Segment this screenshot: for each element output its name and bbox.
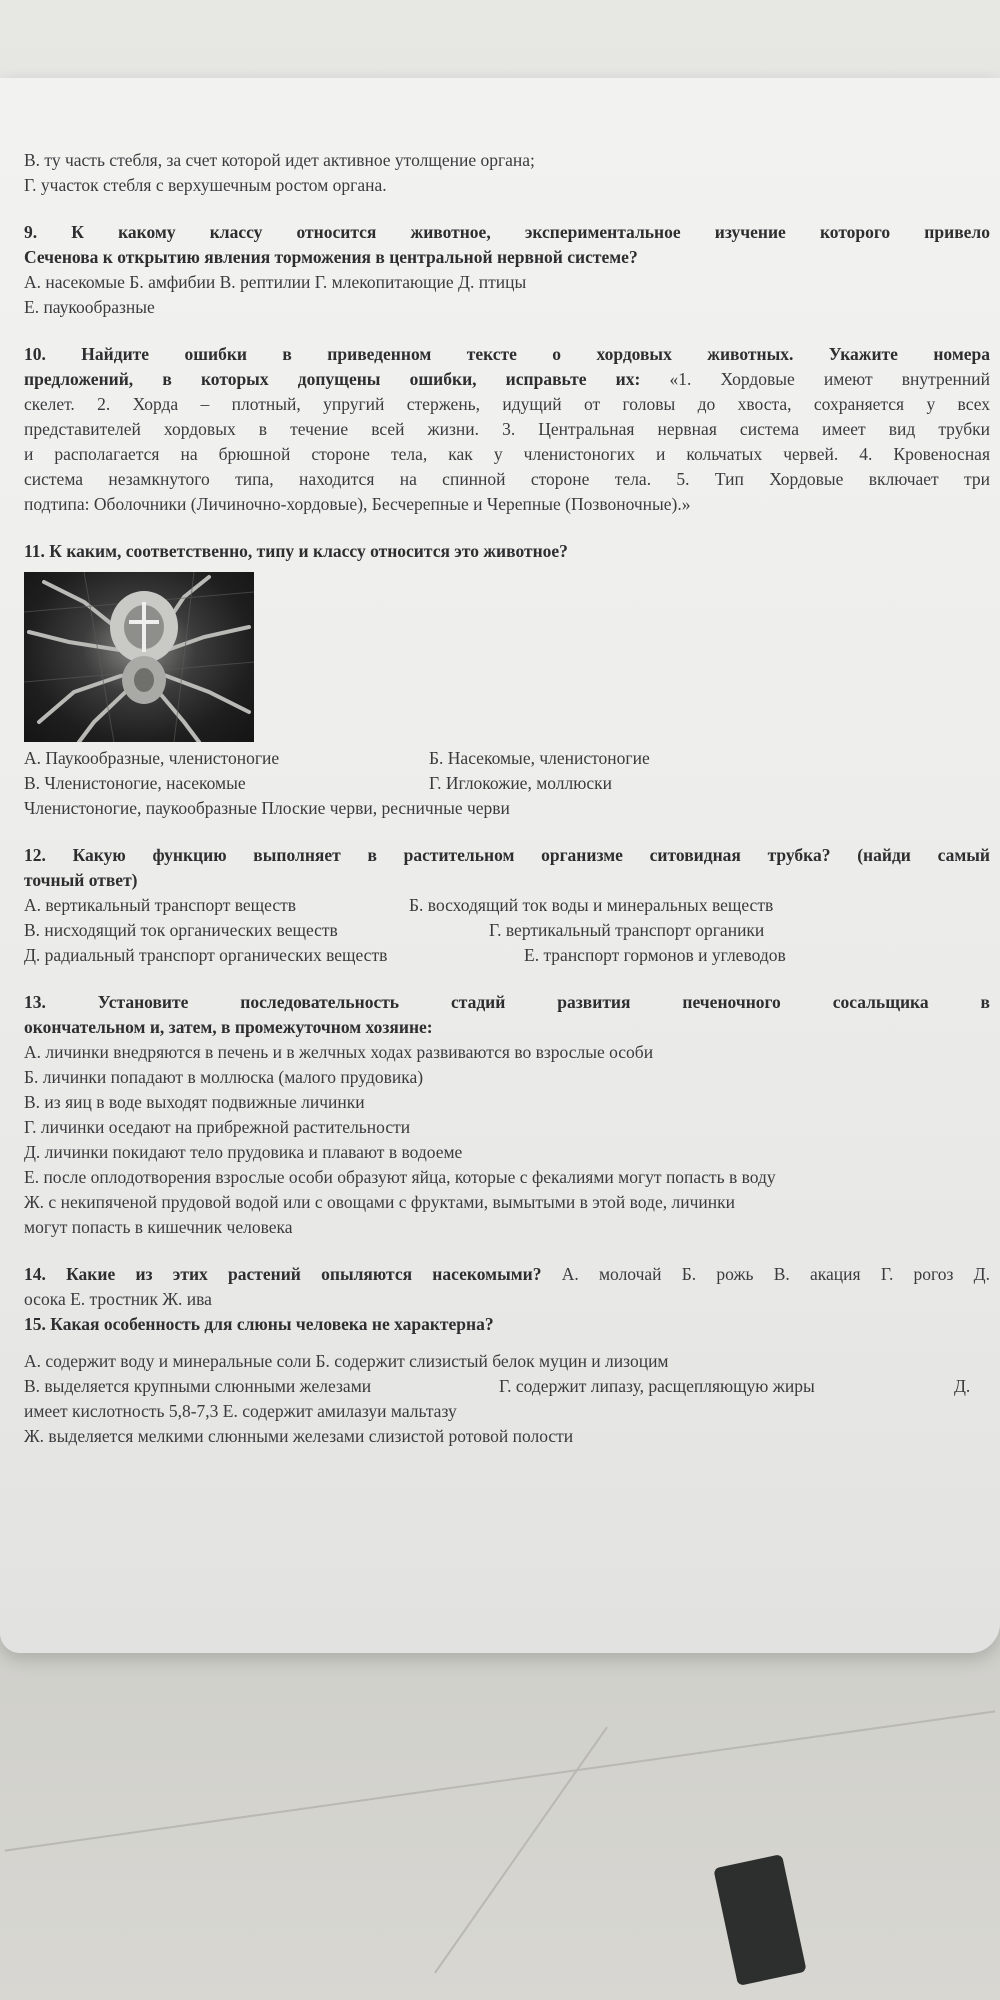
q10-text: система незамкнутого типа, находится на спинной стороне тела. 5. Тип Хордовые включает три xyxy=(24,469,990,489)
q11-options-row1 xyxy=(24,746,990,771)
q15-option-zh: Ж. выделяется мелкими слюнными железами слизистой ротовой полости xyxy=(24,1426,574,1446)
q9-title-cont: Сеченова к открытию явления торможения в центральной нервной системе? xyxy=(24,247,638,267)
q12-option-g: Г. вертикальный транспорт органики xyxy=(489,920,765,940)
q11-option-g: Г. Иглокожие, моллюски xyxy=(429,773,612,793)
q10-text: и располагается на брюшной стороне тела, как у членистоногих и кольчатых червей. 4. Кровеносная xyxy=(24,444,990,464)
q8-option-g: Г. участок стебля с верхушечным ростом органа. xyxy=(24,175,387,195)
q14-options-cont: осока Е. тростник Ж. ива xyxy=(24,1289,212,1309)
q15-option-g: Г. содержит липазу, расщепляющую жиры xyxy=(499,1376,815,1396)
q12-option-v: В. нисходящий ток органических веществ xyxy=(24,920,338,940)
q13-title: 13. Установите последовательность стадий развития печеночного сосальщика в xyxy=(24,992,990,1012)
spider-photo xyxy=(24,572,254,742)
spider-illustration xyxy=(24,572,254,742)
q11-title: 11. К каким, соответственно, типу и классу относится это животное? xyxy=(24,541,568,561)
q14-title: 14. Какие из этих растений опыляются насекомыми? xyxy=(24,1264,542,1284)
q15-options-d-e: имеет кислотность 5,8-7,3 Е. содержит амилазуи мальтазу xyxy=(24,1401,457,1421)
q12-title: 12. Какую функцию выполняет в растительном организме ситовидная трубка? (найди самый xyxy=(24,845,990,865)
q12-title-cont: точный ответ) xyxy=(24,870,138,890)
q12-options-row1 xyxy=(24,893,990,918)
q12-option-e: Е. транспорт гормонов и углеводов xyxy=(524,945,786,965)
q13-option-b: Б. личинки попадают в моллюска (малого прудовика) xyxy=(24,1067,424,1087)
q11-option-b: Б. Насекомые, членистоногие xyxy=(429,748,650,768)
q15-option-d-label: Д. xyxy=(954,1376,971,1396)
q13-option-zh-cont: могут попасть в кишечник человека xyxy=(24,1217,293,1237)
q11-option-v: В. Членистоногие, насекомые xyxy=(24,773,246,793)
q12-options-row3 xyxy=(24,943,990,968)
q11-options-row2 xyxy=(24,771,990,796)
q10-title-cont: предложений, в которых допущены ошибки, исправьте их: xyxy=(24,369,641,389)
q12-option-a: А. вертикальный транспорт веществ xyxy=(24,895,297,915)
q13-option-d: Д. личинки покидают тело прудовика и плавают в водоеме xyxy=(24,1142,463,1162)
q14-line1 xyxy=(24,1262,990,1287)
q9-title: 9. К какому классу относится животное, экспериментальное изучение которого привело xyxy=(24,222,990,242)
q12-option-b: Б. восходящий ток воды и минеральных веществ xyxy=(409,895,774,915)
q9-options-cont: Е. паукообразные xyxy=(24,297,155,317)
q13-option-g: Г. личинки оседают на прибрежной растительности xyxy=(24,1117,411,1137)
q13-option-a: А. личинки внедряются в печень и в желчных ходах развиваются во взрослые особи xyxy=(24,1042,654,1062)
q14-options: А. молочай Б. рожь В. акация Г. рогоз Д. xyxy=(561,1264,990,1284)
q13-option-v: В. из яиц в воде выходят подвижные личинки xyxy=(24,1092,365,1112)
q8-option-v: В. ту часть стебля, за счет которой идет активное утолщение органа; xyxy=(24,150,535,170)
worksheet-content xyxy=(24,148,990,1449)
q15-option-v: В. выделяется крупными слюнными железами xyxy=(24,1376,372,1396)
q12-options-row2 xyxy=(24,918,990,943)
q11-options-row3: Членистоногие, паукообразные Плоские черви, ресничные черви xyxy=(24,798,510,818)
q12-option-d: Д. радиальный транспорт органических веществ xyxy=(24,945,388,965)
q10-text-start: «1. Хордовые имеют внутренний xyxy=(669,369,991,389)
q13-option-e: Е. после оплодотворения взрослые особи образуют яйца, которые с фекалиями могут попасть в воду xyxy=(24,1167,776,1187)
q10-text: скелет. 2. Хорда – плотный, упругий стержень, идущий от головы до хвоста, сохраняется у всех xyxy=(24,394,990,414)
q9-options: А. насекомые Б. амфибии В. рептилии Г. млекопитающие Д. птицы xyxy=(24,272,527,292)
q15-options-a-b: А. содержит воду и минеральные соли Б. содержит слизистый белок муцин и лизоцим xyxy=(24,1351,669,1371)
q10-text: подтипа: Оболочники (Личиночно-хордовые), Бесчерепные и Черепные (Позвоночные).» xyxy=(24,494,691,514)
q10-title-line2 xyxy=(24,367,990,392)
q10-title: 10. Найдите ошибки в приведенном тексте о хордовых животных. Укажите номера xyxy=(24,344,990,364)
q10-text: представителей хордовых в течение всей жизни. 3. Центральная нервная система имеет вид трубки xyxy=(24,419,990,439)
q11-option-a: А. Паукообразные, членистоногие xyxy=(24,748,280,768)
q13-option-zh: Ж. с некипяченой прудовой водой или с овощами с фруктами, вымытыми в этой воде, личинки xyxy=(24,1192,735,1212)
q13-title-cont: окончательном и, затем, в промежуточном хозяине: xyxy=(24,1017,433,1037)
q15-options-row2 xyxy=(24,1374,990,1399)
q15-title: 15. Какая особенность для слюны человека не характерна? xyxy=(24,1314,494,1334)
